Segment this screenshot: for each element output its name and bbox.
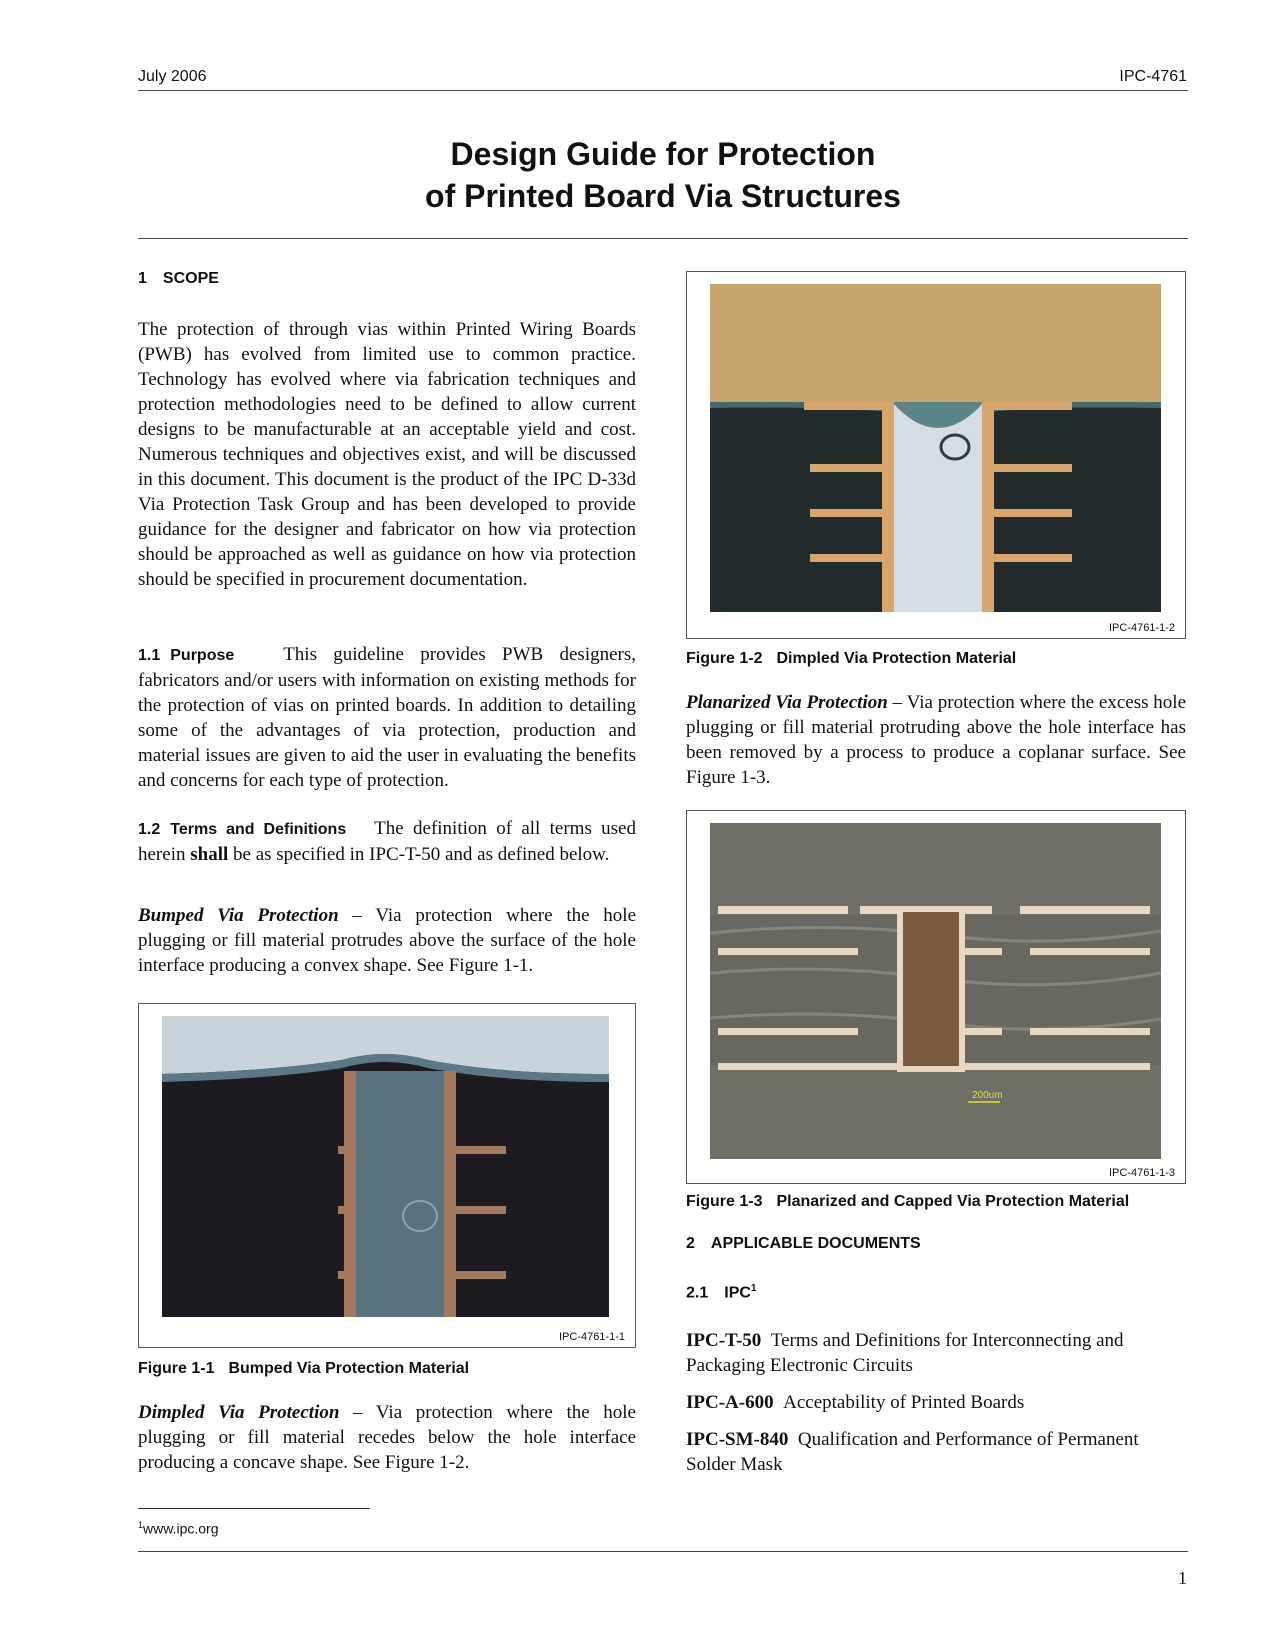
footnote-text: www.ipc.org (143, 1520, 219, 1537)
figure-1-2 (686, 271, 1186, 639)
applicable-num: 2 (686, 1235, 695, 1252)
terms-text-before: The definition of all terms used herein (138, 818, 636, 865)
terms-heading (138, 821, 346, 838)
figure-1-1-micrograph (162, 1016, 609, 1317)
ipc-num: 2.1 (686, 1284, 709, 1302)
figure-1-1 (138, 1003, 636, 1348)
footer-rule (138, 1551, 1188, 1552)
figure-1-2-caption (686, 650, 1186, 684)
page-title (138, 133, 1188, 217)
page-number: 1 (1178, 1568, 1187, 1588)
purpose-paragraph (138, 642, 636, 793)
purpose-heading (138, 647, 234, 664)
ref-code: IPC-T-50 (686, 1330, 762, 1351)
purpose-num: 1.1 (138, 647, 161, 664)
scope-heading (138, 270, 636, 288)
figure-1-3-caption (686, 1193, 1186, 1211)
figure-1-3-scale-label: 200um (972, 1090, 1003, 1101)
figure-1-3-text: Planarized and Capped Via Protection Material (776, 1193, 1130, 1210)
applicable-heading (686, 1235, 1186, 1253)
ref-title: Terms and Definitions for Interconnecting and Packaging Electronic Circuits (686, 1330, 1124, 1376)
terms-text-after: be as specified in IPC-T-50 and as defined below. (233, 844, 610, 865)
footnote-rule (138, 1508, 370, 1509)
dimpled-text: – Via protection where the hole plugging or fill material recedes below the hole interface producing a concave shape. See Figure 1-2. (138, 1402, 636, 1473)
figure-1-1-num: Figure 1-1 (138, 1360, 215, 1377)
footnote-mark: 1 (138, 1520, 144, 1530)
figure-1-2-text: Dimpled Via Protection Material (776, 650, 1017, 667)
title-line-2: of Printed Board Via Structures (425, 178, 901, 214)
figure-1-2-num: Figure 1-2 (686, 650, 763, 667)
title-rule (138, 238, 1188, 239)
dimpled-term: Dimpled Via Protection (138, 1402, 340, 1423)
ipc-footnote-mark: 1 (750, 1283, 757, 1294)
bumped-term: Bumped Via Protection (138, 905, 339, 926)
figure-1-2-micrograph (710, 284, 1161, 612)
figure-1-1-caption (138, 1360, 636, 1378)
ipc-heading (686, 1283, 1186, 1302)
ref-title: Acceptability of Printed Boards (783, 1392, 1025, 1413)
applicable-title: APPLICABLE DOCUMENTS (710, 1235, 921, 1252)
header-date: July 2006 (138, 68, 207, 85)
ref-title: Qualification and Performance of Permanent Solder Mask (686, 1429, 1139, 1475)
footnote (138, 1520, 218, 1537)
bumped-paragraph (138, 903, 636, 978)
figure-1-1-text: Bumped Via Protection Material (228, 1360, 470, 1377)
terms-title: Terms and Definitions (170, 821, 347, 838)
ipc-title: IPC (724, 1284, 751, 1302)
scope-heading-text: SCOPE (162, 270, 219, 287)
terms-shall: shall (190, 844, 229, 865)
planarized-text: – Via protection where the excess hole plugging or fill material protruding above the hole interface has been removed by a process to produce a coplanar surface. See Figure 1-3. (686, 692, 1187, 788)
scope-paragraph: The protection of through vias within Printed Wiring Boards (PWB) has evolved from limited use to common practice. Technology has evolved where via fabrication techniques and protection methodologies need to be defined to allow current designs to be manufacturable at an acceptable yield and cost. Numerous techniques and objectives exist, and will be discussed in this document. This document is the product of the IPC D-33d Via Protection Task Group and has been developed to provide guidance for the designer and fabricator on how via protection should be approached as well as guidance on how via protection should be specified in procurement documentation. (138, 319, 636, 590)
figure-1-3-num: Figure 1-3 (686, 1193, 763, 1210)
figure-1-3-micrograph (710, 823, 1161, 1159)
figure-1-3 (686, 810, 1186, 1184)
bumped-text: – Via protection where the hole plugging or fill material protrudes above the surface of the hole interface producing a convex shape. See Figure 1-1. (138, 905, 637, 976)
ref-code: IPC-SM-840 (686, 1429, 789, 1450)
figure-1-3-tag: IPC-4761-1-3 (1108, 1167, 1175, 1179)
title-line-1: Design Guide for Protection (450, 136, 876, 172)
figure-1-2-tag: IPC-4761-1-2 (1108, 622, 1175, 634)
dimpled-paragraph (138, 1400, 636, 1475)
ref-ipc-a-600 (686, 1390, 1186, 1415)
terms-paragraph (138, 816, 636, 867)
header-doc-id: IPC-4761 (1119, 68, 1187, 85)
ref-ipc-sm-840 (686, 1427, 1186, 1477)
ref-ipc-t-50 (686, 1328, 1186, 1378)
planarized-term: Planarized Via Protection (686, 692, 888, 713)
figure-1-1-tag: IPC-4761-1-1 (558, 1331, 625, 1343)
purpose-text: This guideline provides PWB designers, fabricators and/or users with information on existing methods for the protection of vias on printed boards. In addition to detailing some of the advantages of via protection, production and material issues are given to aid the user in evaluating the benefits and concerns for each type of protection. (138, 644, 636, 791)
header-rule (138, 90, 1188, 91)
terms-num: 1.2 (138, 821, 161, 838)
ref-code: IPC-A-600 (686, 1392, 774, 1413)
scope-heading-num: 1 (138, 270, 147, 287)
purpose-title: Purpose (170, 647, 235, 664)
planarized-paragraph (686, 690, 1186, 790)
